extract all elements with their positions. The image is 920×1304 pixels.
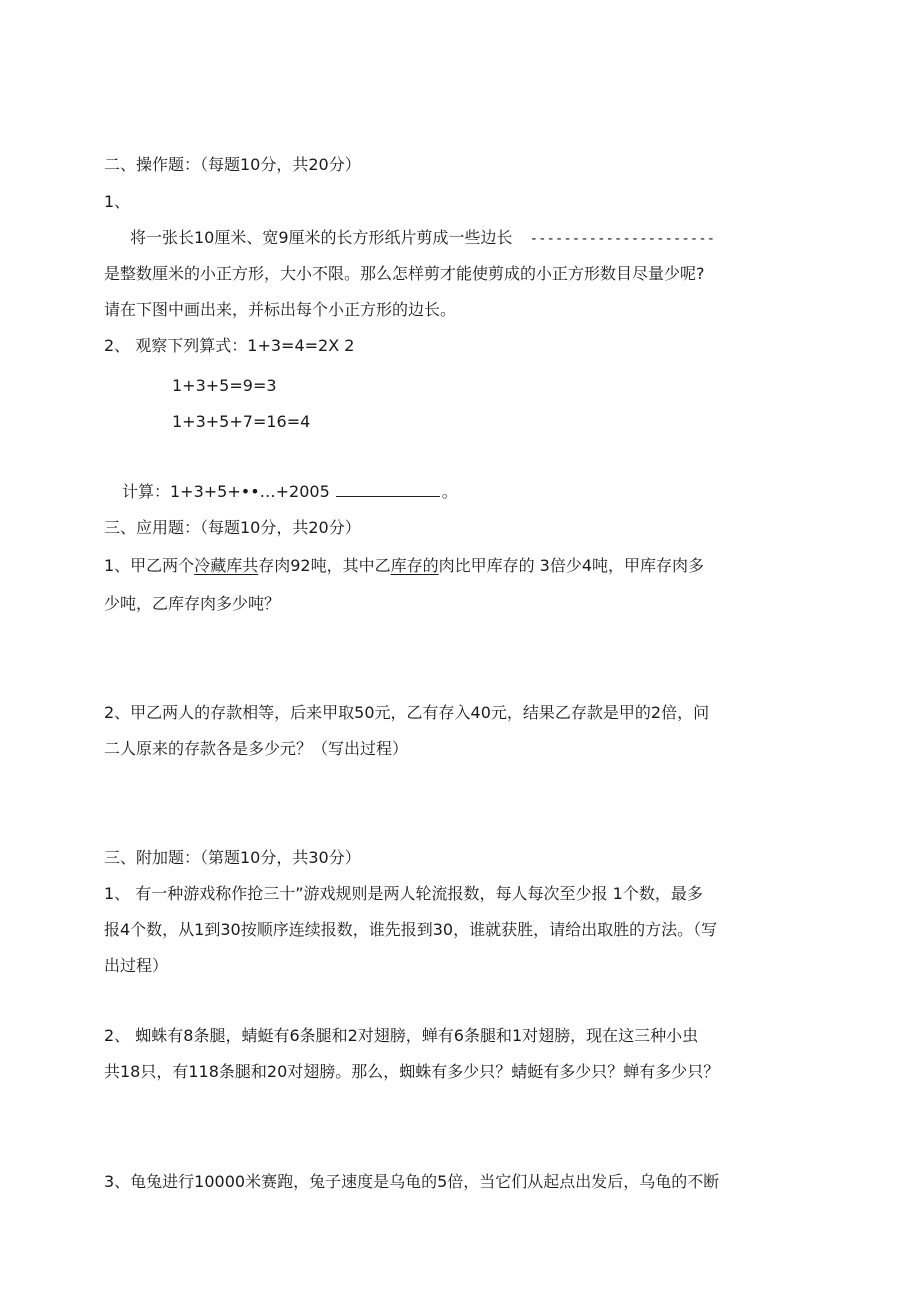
q1-dashed-blank: ----------------------: [529, 231, 716, 247]
section-2-heading: 二、操作题：（每题10分，共20分）: [104, 155, 361, 174]
section-3-q1-line1: [104, 556, 704, 576]
section-2-q2-line3: 1+3+5+7=16=4: [172, 412, 311, 431]
answer-blank: [336, 482, 440, 497]
extra-q1-line2: 报4个数，从1到30按顺序连续报数，谁先报到30，谁就获胜，请给出取胜的方法。（写: [104, 920, 718, 939]
section-2-q2-line2: 1+3+5=9=3: [172, 376, 277, 395]
section-3-q2-line1: 2、甲乙两人的存款相等，后来甲取50元，乙有存入40元，结果乙存款是甲的2倍，问: [104, 703, 710, 722]
section-2-q1-line1: [130, 228, 715, 249]
section-2-q1-line2: 是整数厘米的小正方形，大小不限。那么怎样剪才能使剪成的小正方形数目尽量少呢?: [104, 264, 705, 283]
extra-q1-line3: 出过程）: [104, 956, 169, 975]
section-2-q1-line3: 请在下图中画出来，并标出每个小正方形的边长。: [104, 300, 457, 319]
section-2-q1-number: 1、: [104, 192, 131, 211]
calc-text: 计算：1+3+5+••…+2005: [122, 482, 330, 501]
q1-part2: 存肉92吨，其中乙: [258, 556, 391, 575]
q1-part3: 肉比甲库存的 3倍少4吨，甲库存肉多: [438, 556, 705, 575]
section-3-q1-line2: 少吨，乙库存肉多少吨？: [104, 594, 281, 613]
extra-q2-line1: 2、 蜘蛛有8条腿，蜻蜓有6条腿和2对翅膀，蝉有6条腿和1对翅膀，现在这三种小虫: [104, 1026, 699, 1045]
section-2-q2-line1: 2、 观察下列算式：1+3=4=2X 2: [104, 336, 355, 355]
q1-underlined-2: 库存的: [390, 556, 439, 575]
q1-text: 将一张长10厘米、宽9厘米的长方形纸片剪成一些边长: [130, 228, 513, 247]
extra-section-heading: 三、附加题：（第题10分，共30分）: [104, 848, 361, 867]
q1-part1: 1、甲乙两个: [104, 556, 195, 575]
extra-q2-line2: 共18只，有118条腿和20对翅膀。那么，蜘蛛有多少只？蜻蜓有多少只？蝉有多少只？: [104, 1062, 720, 1081]
section-3-q2-line2: 二人原来的存款各是多少元？（写出过程）: [104, 739, 409, 758]
q1-underlined-1: 冷藏库共: [194, 556, 259, 575]
section-2-q2-calc: [122, 482, 458, 502]
calc-period: 。: [441, 482, 458, 501]
extra-q3-line1: 3、龟兔进行10000米赛跑，兔子速度是乌龟的5倍，当它们从起点出发后，乌龟的不断: [104, 1172, 720, 1191]
extra-q1-line1: 1、 有一种游戏称作抢三十”游戏规则是两人轮流报数，每人每次至少报 1个数，最多: [104, 884, 703, 903]
section-3-heading: 三、应用题：（每题10分，共20分）: [104, 518, 361, 537]
